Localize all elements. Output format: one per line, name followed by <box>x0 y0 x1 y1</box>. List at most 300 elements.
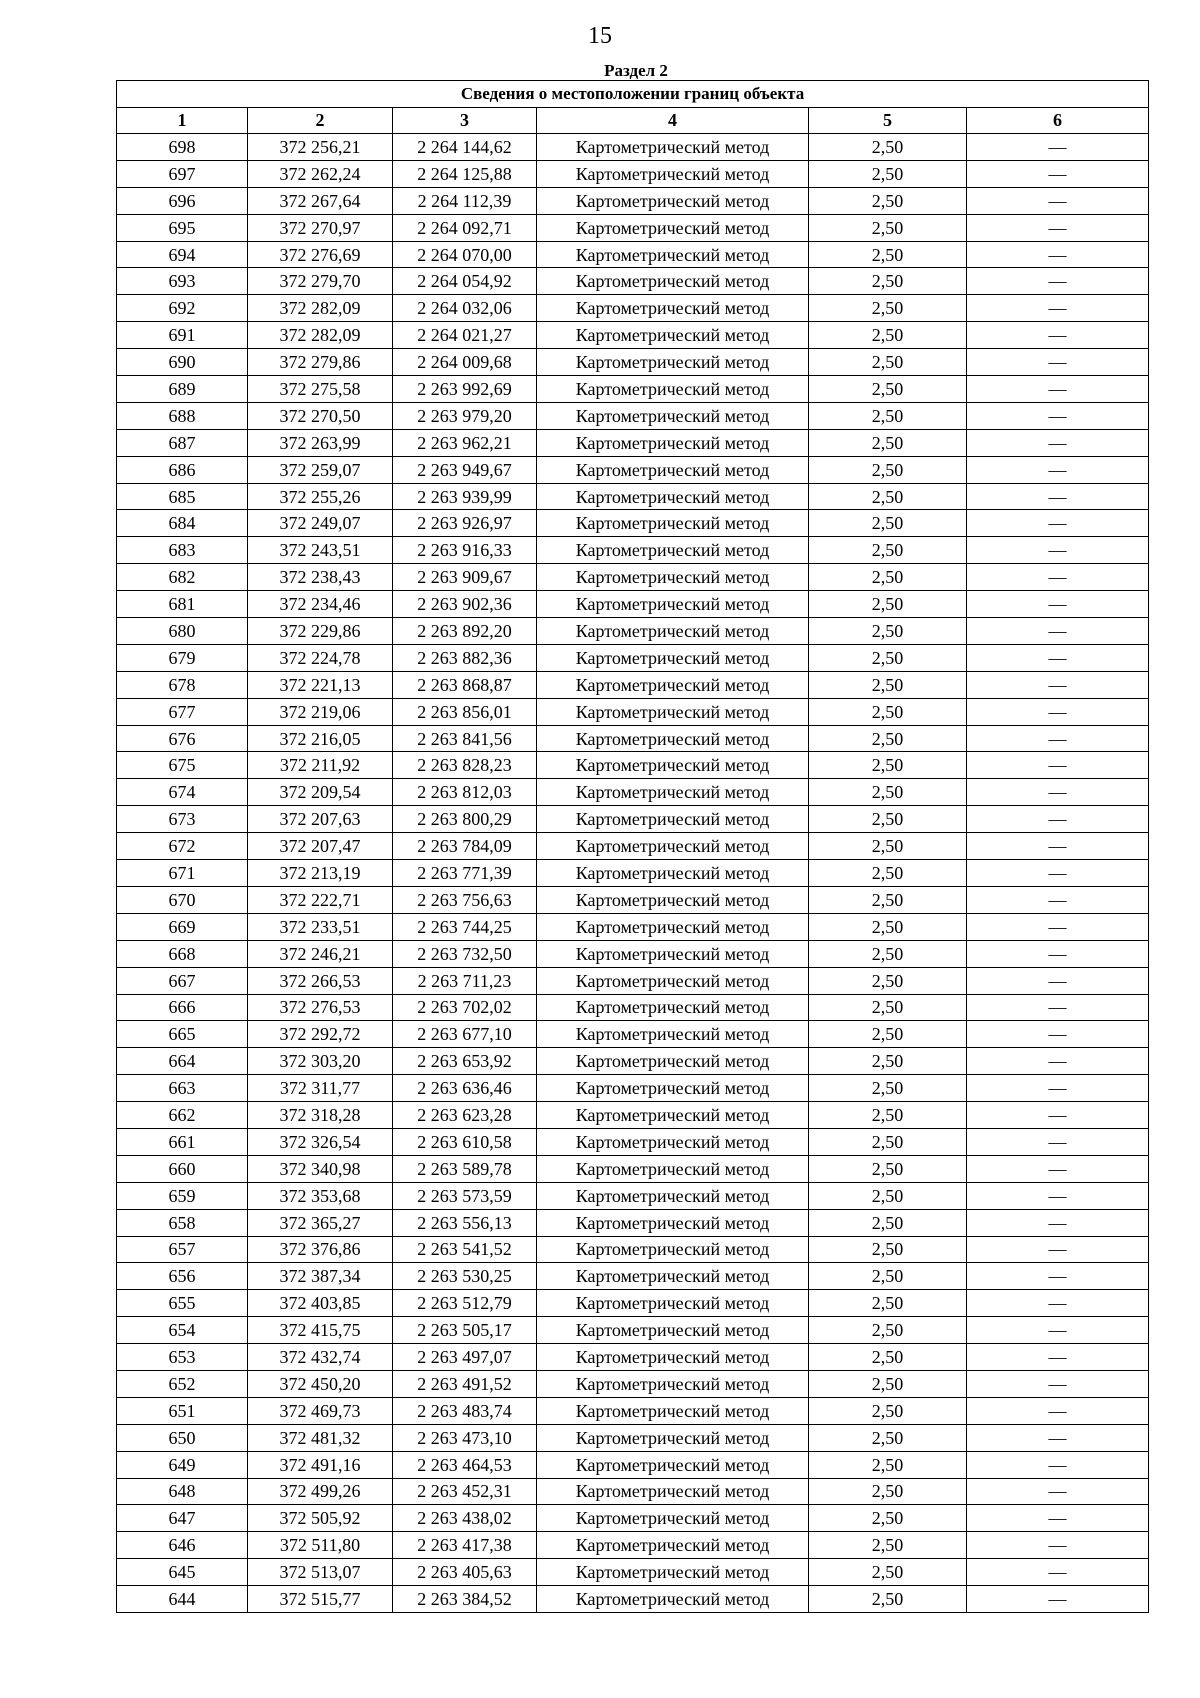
method-cell: Картометрический метод <box>537 671 809 698</box>
table-row <box>117 1048 1149 1075</box>
x-coordinate-cell: 372 365,27 <box>248 1209 393 1236</box>
table-row <box>117 1155 1149 1182</box>
description-cell: — <box>967 967 1149 994</box>
table-row <box>117 698 1149 725</box>
y-coordinate-cell: 2 263 405,63 <box>393 1559 537 1586</box>
table-row <box>117 456 1149 483</box>
method-cell: Картометрический метод <box>537 833 809 860</box>
accuracy-cell: 2,50 <box>809 1021 967 1048</box>
table-row <box>117 1370 1149 1397</box>
description-cell: — <box>967 429 1149 456</box>
point-number-cell: 667 <box>117 967 248 994</box>
method-cell: Картометрический метод <box>537 1317 809 1344</box>
method-cell: Картометрический метод <box>537 913 809 940</box>
description-cell: — <box>967 1182 1149 1209</box>
accuracy-cell: 2,50 <box>809 833 967 860</box>
point-number-cell: 671 <box>117 860 248 887</box>
x-coordinate-cell: 372 222,71 <box>248 886 393 913</box>
x-coordinate-cell: 372 270,50 <box>248 402 393 429</box>
y-coordinate-cell: 2 263 992,69 <box>393 376 537 403</box>
description-cell: — <box>967 886 1149 913</box>
accuracy-cell: 2,50 <box>809 1236 967 1263</box>
table-row <box>117 806 1149 833</box>
y-coordinate-cell: 2 263 589,78 <box>393 1155 537 1182</box>
table-row <box>117 268 1149 295</box>
point-number-cell: 648 <box>117 1478 248 1505</box>
x-coordinate-cell: 372 224,78 <box>248 644 393 671</box>
point-number-cell: 680 <box>117 618 248 645</box>
description-cell: — <box>967 644 1149 671</box>
table-row <box>117 886 1149 913</box>
table-row <box>117 564 1149 591</box>
point-number-cell: 656 <box>117 1263 248 1290</box>
description-cell: — <box>967 1397 1149 1424</box>
accuracy-cell: 2,50 <box>809 671 967 698</box>
column-number: 2 <box>248 108 393 134</box>
method-cell: Картометрический метод <box>537 160 809 187</box>
description-cell: — <box>967 1478 1149 1505</box>
column-number-row <box>117 108 1149 134</box>
description-cell: — <box>967 1451 1149 1478</box>
y-coordinate-cell: 2 263 771,39 <box>393 860 537 887</box>
y-coordinate-cell: 2 263 979,20 <box>393 402 537 429</box>
point-number-cell: 692 <box>117 295 248 322</box>
column-number: 4 <box>537 108 809 134</box>
description-cell: — <box>967 940 1149 967</box>
table-row <box>117 1128 1149 1155</box>
y-coordinate-cell: 2 263 491,52 <box>393 1370 537 1397</box>
x-coordinate-cell: 372 303,20 <box>248 1048 393 1075</box>
accuracy-cell: 2,50 <box>809 940 967 967</box>
method-cell: Картометрический метод <box>537 537 809 564</box>
y-coordinate-cell: 2 264 112,39 <box>393 187 537 214</box>
y-coordinate-cell: 2 263 512,79 <box>393 1290 537 1317</box>
description-cell: — <box>967 1559 1149 1586</box>
x-coordinate-cell: 372 243,51 <box>248 537 393 564</box>
table-row <box>117 725 1149 752</box>
point-number-cell: 697 <box>117 160 248 187</box>
point-number-cell: 673 <box>117 806 248 833</box>
accuracy-cell: 2,50 <box>809 187 967 214</box>
accuracy-cell: 2,50 <box>809 860 967 887</box>
y-coordinate-cell: 2 263 841,56 <box>393 725 537 752</box>
point-number-cell: 647 <box>117 1505 248 1532</box>
y-coordinate-cell: 2 264 125,88 <box>393 160 537 187</box>
table-row <box>117 1424 1149 1451</box>
point-number-cell: 651 <box>117 1397 248 1424</box>
x-coordinate-cell: 372 276,69 <box>248 241 393 268</box>
table-row <box>117 134 1149 161</box>
accuracy-cell: 2,50 <box>809 752 967 779</box>
accuracy-cell: 2,50 <box>809 1209 967 1236</box>
method-cell: Картометрический метод <box>537 376 809 403</box>
y-coordinate-cell: 2 263 530,25 <box>393 1263 537 1290</box>
method-cell: Картометрический метод <box>537 860 809 887</box>
description-cell: — <box>967 510 1149 537</box>
x-coordinate-cell: 372 279,86 <box>248 349 393 376</box>
y-coordinate-cell: 2 263 744,25 <box>393 913 537 940</box>
x-coordinate-cell: 372 266,53 <box>248 967 393 994</box>
y-coordinate-cell: 2 263 949,67 <box>393 456 537 483</box>
table-row <box>117 913 1149 940</box>
x-coordinate-cell: 372 292,72 <box>248 1021 393 1048</box>
point-number-cell: 690 <box>117 349 248 376</box>
x-coordinate-cell: 372 207,63 <box>248 806 393 833</box>
point-number-cell: 674 <box>117 779 248 806</box>
table-row <box>117 833 1149 860</box>
point-number-cell: 665 <box>117 1021 248 1048</box>
y-coordinate-cell: 2 263 784,09 <box>393 833 537 860</box>
method-cell: Картометрический метод <box>537 214 809 241</box>
y-coordinate-cell: 2 263 384,52 <box>393 1586 537 1613</box>
description-cell: — <box>967 1263 1149 1290</box>
point-number-cell: 672 <box>117 833 248 860</box>
point-number-cell: 655 <box>117 1290 248 1317</box>
method-cell: Картометрический метод <box>537 1397 809 1424</box>
y-coordinate-cell: 2 264 070,00 <box>393 241 537 268</box>
description-cell: — <box>967 806 1149 833</box>
method-cell: Картометрический метод <box>537 1155 809 1182</box>
point-number-cell: 686 <box>117 456 248 483</box>
table-row <box>117 1451 1149 1478</box>
description-cell: — <box>967 402 1149 429</box>
method-cell: Картометрический метод <box>537 1236 809 1263</box>
x-coordinate-cell: 372 246,21 <box>248 940 393 967</box>
method-cell: Картометрический метод <box>537 1263 809 1290</box>
accuracy-cell: 2,50 <box>809 1478 967 1505</box>
x-coordinate-cell: 372 326,54 <box>248 1128 393 1155</box>
table-row <box>117 1236 1149 1263</box>
description-cell: — <box>967 1075 1149 1102</box>
column-number: 1 <box>117 108 248 134</box>
table-row <box>117 752 1149 779</box>
description-cell: — <box>967 1209 1149 1236</box>
point-number-cell: 675 <box>117 752 248 779</box>
page-number: 15 <box>588 23 612 49</box>
method-cell: Картометрический метод <box>537 1559 809 1586</box>
description-cell: — <box>967 160 1149 187</box>
accuracy-cell: 2,50 <box>809 160 967 187</box>
method-cell: Картометрический метод <box>537 1344 809 1371</box>
x-coordinate-cell: 372 511,80 <box>248 1532 393 1559</box>
method-cell: Картометрический метод <box>537 886 809 913</box>
x-coordinate-cell: 372 353,68 <box>248 1182 393 1209</box>
point-number-cell: 684 <box>117 510 248 537</box>
method-cell: Картометрический метод <box>537 618 809 645</box>
x-coordinate-cell: 372 233,51 <box>248 913 393 940</box>
y-coordinate-cell: 2 264 009,68 <box>393 349 537 376</box>
description-cell: — <box>967 1021 1149 1048</box>
description-cell: — <box>967 994 1149 1021</box>
method-cell: Картометрический метод <box>537 752 809 779</box>
y-coordinate-cell: 2 264 021,27 <box>393 322 537 349</box>
y-coordinate-cell: 2 263 916,33 <box>393 537 537 564</box>
accuracy-cell: 2,50 <box>809 322 967 349</box>
description-cell: — <box>967 268 1149 295</box>
y-coordinate-cell: 2 263 623,28 <box>393 1102 537 1129</box>
method-cell: Картометрический метод <box>537 1478 809 1505</box>
accuracy-cell: 2,50 <box>809 214 967 241</box>
method-cell: Картометрический метод <box>537 1209 809 1236</box>
x-coordinate-cell: 372 221,13 <box>248 671 393 698</box>
table-row <box>117 1586 1149 1613</box>
accuracy-cell: 2,50 <box>809 1155 967 1182</box>
description-cell: — <box>967 1344 1149 1371</box>
point-number-cell: 681 <box>117 591 248 618</box>
description-cell: — <box>967 214 1149 241</box>
point-number-cell: 677 <box>117 698 248 725</box>
accuracy-cell: 2,50 <box>809 1370 967 1397</box>
y-coordinate-cell: 2 263 464,53 <box>393 1451 537 1478</box>
table-row <box>117 402 1149 429</box>
y-coordinate-cell: 2 263 812,03 <box>393 779 537 806</box>
table-row <box>117 376 1149 403</box>
accuracy-cell: 2,50 <box>809 967 967 994</box>
accuracy-cell: 2,50 <box>809 1102 967 1129</box>
description-cell: — <box>967 1505 1149 1532</box>
y-coordinate-cell: 2 263 868,87 <box>393 671 537 698</box>
point-number-cell: 657 <box>117 1236 248 1263</box>
point-number-cell: 658 <box>117 1209 248 1236</box>
y-coordinate-cell: 2 263 962,21 <box>393 429 537 456</box>
method-cell: Картометрический метод <box>537 564 809 591</box>
description-cell: — <box>967 134 1149 161</box>
y-coordinate-cell: 2 264 092,71 <box>393 214 537 241</box>
x-coordinate-cell: 372 515,77 <box>248 1586 393 1613</box>
method-cell: Картометрический метод <box>537 1505 809 1532</box>
point-number-cell: 666 <box>117 994 248 1021</box>
method-cell: Картометрический метод <box>537 725 809 752</box>
point-number-cell: 685 <box>117 483 248 510</box>
accuracy-cell: 2,50 <box>809 134 967 161</box>
y-coordinate-cell: 2 263 800,29 <box>393 806 537 833</box>
x-coordinate-cell: 372 275,58 <box>248 376 393 403</box>
x-coordinate-cell: 372 216,05 <box>248 725 393 752</box>
accuracy-cell: 2,50 <box>809 1532 967 1559</box>
method-cell: Картометрический метод <box>537 322 809 349</box>
accuracy-cell: 2,50 <box>809 483 967 510</box>
description-cell: — <box>967 376 1149 403</box>
y-coordinate-cell: 2 263 505,17 <box>393 1317 537 1344</box>
method-cell: Картометрический метод <box>537 402 809 429</box>
method-cell: Картометрический метод <box>537 940 809 967</box>
x-coordinate-cell: 372 318,28 <box>248 1102 393 1129</box>
x-coordinate-cell: 372 256,21 <box>248 134 393 161</box>
method-cell: Картометрический метод <box>537 1532 809 1559</box>
description-cell: — <box>967 698 1149 725</box>
accuracy-cell: 2,50 <box>809 1182 967 1209</box>
table-row <box>117 860 1149 887</box>
accuracy-cell: 2,50 <box>809 913 967 940</box>
point-number-cell: 689 <box>117 376 248 403</box>
x-coordinate-cell: 372 234,46 <box>248 591 393 618</box>
table-row <box>117 429 1149 456</box>
y-coordinate-cell: 2 264 032,06 <box>393 295 537 322</box>
method-cell: Картометрический метод <box>537 1586 809 1613</box>
accuracy-cell: 2,50 <box>809 1424 967 1451</box>
x-coordinate-cell: 372 491,16 <box>248 1451 393 1478</box>
point-number-cell: 653 <box>117 1344 248 1371</box>
x-coordinate-cell: 372 270,97 <box>248 214 393 241</box>
description-cell: — <box>967 295 1149 322</box>
table-row <box>117 1397 1149 1424</box>
y-coordinate-cell: 2 263 828,23 <box>393 752 537 779</box>
accuracy-cell: 2,50 <box>809 1586 967 1613</box>
description-cell: — <box>967 752 1149 779</box>
accuracy-cell: 2,50 <box>809 644 967 671</box>
x-coordinate-cell: 372 505,92 <box>248 1505 393 1532</box>
description-cell: — <box>967 833 1149 860</box>
point-number-cell: 662 <box>117 1102 248 1129</box>
y-coordinate-cell: 2 263 939,99 <box>393 483 537 510</box>
table-row <box>117 160 1149 187</box>
method-cell: Картометрический метод <box>537 268 809 295</box>
point-number-cell: 668 <box>117 940 248 967</box>
table-row <box>117 510 1149 537</box>
method-cell: Картометрический метод <box>537 591 809 618</box>
description-cell: — <box>967 187 1149 214</box>
table-row <box>117 671 1149 698</box>
y-coordinate-cell: 2 263 756,63 <box>393 886 537 913</box>
point-number-cell: 645 <box>117 1559 248 1586</box>
x-coordinate-cell: 372 279,70 <box>248 268 393 295</box>
table-row <box>117 187 1149 214</box>
x-coordinate-cell: 372 282,09 <box>248 295 393 322</box>
accuracy-cell: 2,50 <box>809 241 967 268</box>
x-coordinate-cell: 372 211,92 <box>248 752 393 779</box>
description-cell: — <box>967 1236 1149 1263</box>
table-row <box>117 1344 1149 1371</box>
accuracy-cell: 2,50 <box>809 429 967 456</box>
section-title: Раздел 2 <box>604 61 668 80</box>
description-cell: — <box>967 913 1149 940</box>
table-row <box>117 779 1149 806</box>
description-cell: — <box>967 591 1149 618</box>
y-coordinate-cell: 2 263 556,13 <box>393 1209 537 1236</box>
accuracy-cell: 2,50 <box>809 725 967 752</box>
point-number-cell: 649 <box>117 1451 248 1478</box>
x-coordinate-cell: 372 282,09 <box>248 322 393 349</box>
table-row <box>117 322 1149 349</box>
table-row <box>117 1209 1149 1236</box>
method-cell: Картометрический метод <box>537 1102 809 1129</box>
method-cell: Картометрический метод <box>537 1021 809 1048</box>
point-number-cell: 696 <box>117 187 248 214</box>
y-coordinate-cell: 2 263 856,01 <box>393 698 537 725</box>
y-coordinate-cell: 2 263 452,31 <box>393 1478 537 1505</box>
point-number-cell: 678 <box>117 671 248 698</box>
method-cell: Картометрический метод <box>537 1451 809 1478</box>
accuracy-cell: 2,50 <box>809 1048 967 1075</box>
accuracy-cell: 2,50 <box>809 349 967 376</box>
method-cell: Картометрический метод <box>537 241 809 268</box>
boundary-coordinates-table <box>116 80 1149 1613</box>
y-coordinate-cell: 2 264 054,92 <box>393 268 537 295</box>
y-coordinate-cell: 2 263 541,52 <box>393 1236 537 1263</box>
description-cell: — <box>967 1370 1149 1397</box>
accuracy-cell: 2,50 <box>809 1397 967 1424</box>
y-coordinate-cell: 2 264 144,62 <box>393 134 537 161</box>
point-number-cell: 694 <box>117 241 248 268</box>
table-row <box>117 241 1149 268</box>
y-coordinate-cell: 2 263 926,97 <box>393 510 537 537</box>
accuracy-cell: 2,50 <box>809 1344 967 1371</box>
method-cell: Картометрический метод <box>537 187 809 214</box>
description-cell: — <box>967 779 1149 806</box>
table-row <box>117 483 1149 510</box>
x-coordinate-cell: 372 469,73 <box>248 1397 393 1424</box>
description-cell: — <box>967 241 1149 268</box>
description-cell: — <box>967 1048 1149 1075</box>
y-coordinate-cell: 2 263 882,36 <box>393 644 537 671</box>
method-cell: Картометрический метод <box>537 1290 809 1317</box>
method-cell: Картометрический метод <box>537 295 809 322</box>
x-coordinate-cell: 372 262,24 <box>248 160 393 187</box>
method-cell: Картометрический метод <box>537 1048 809 1075</box>
table-row <box>117 537 1149 564</box>
table-row <box>117 295 1149 322</box>
description-cell: — <box>967 860 1149 887</box>
description-cell: — <box>967 1155 1149 1182</box>
point-number-cell: 652 <box>117 1370 248 1397</box>
accuracy-cell: 2,50 <box>809 1075 967 1102</box>
method-cell: Картометрический метод <box>537 806 809 833</box>
table-row <box>117 1290 1149 1317</box>
table-row <box>117 591 1149 618</box>
method-cell: Картометрический метод <box>537 1370 809 1397</box>
description-cell: — <box>967 537 1149 564</box>
table-row <box>117 1263 1149 1290</box>
x-coordinate-cell: 372 403,85 <box>248 1290 393 1317</box>
accuracy-cell: 2,50 <box>809 779 967 806</box>
method-cell: Картометрический метод <box>537 456 809 483</box>
method-cell: Картометрический метод <box>537 483 809 510</box>
y-coordinate-cell: 2 263 892,20 <box>393 618 537 645</box>
point-number-cell: 650 <box>117 1424 248 1451</box>
accuracy-cell: 2,50 <box>809 886 967 913</box>
method-cell: Картометрический метод <box>537 134 809 161</box>
y-coordinate-cell: 2 263 702,02 <box>393 994 537 1021</box>
point-number-cell: 687 <box>117 429 248 456</box>
accuracy-cell: 2,50 <box>809 564 967 591</box>
table-row <box>117 1021 1149 1048</box>
accuracy-cell: 2,50 <box>809 994 967 1021</box>
x-coordinate-cell: 372 340,98 <box>248 1155 393 1182</box>
description-cell: — <box>967 322 1149 349</box>
accuracy-cell: 2,50 <box>809 1559 967 1586</box>
y-coordinate-cell: 2 263 473,10 <box>393 1424 537 1451</box>
point-number-cell: 683 <box>117 537 248 564</box>
description-cell: — <box>967 1290 1149 1317</box>
point-number-cell: 688 <box>117 402 248 429</box>
point-number-cell: 676 <box>117 725 248 752</box>
x-coordinate-cell: 372 432,74 <box>248 1344 393 1371</box>
column-number: 5 <box>809 108 967 134</box>
x-coordinate-cell: 372 209,54 <box>248 779 393 806</box>
method-cell: Картометрический метод <box>537 1075 809 1102</box>
point-number-cell: 654 <box>117 1317 248 1344</box>
description-cell: — <box>967 1128 1149 1155</box>
y-coordinate-cell: 2 263 483,74 <box>393 1397 537 1424</box>
description-cell: — <box>967 1102 1149 1129</box>
x-coordinate-cell: 372 276,53 <box>248 994 393 1021</box>
table-row <box>117 994 1149 1021</box>
method-cell: Картометрический метод <box>537 429 809 456</box>
method-cell: Картометрический метод <box>537 349 809 376</box>
method-cell: Картометрический метод <box>537 698 809 725</box>
y-coordinate-cell: 2 263 909,67 <box>393 564 537 591</box>
accuracy-cell: 2,50 <box>809 1317 967 1344</box>
